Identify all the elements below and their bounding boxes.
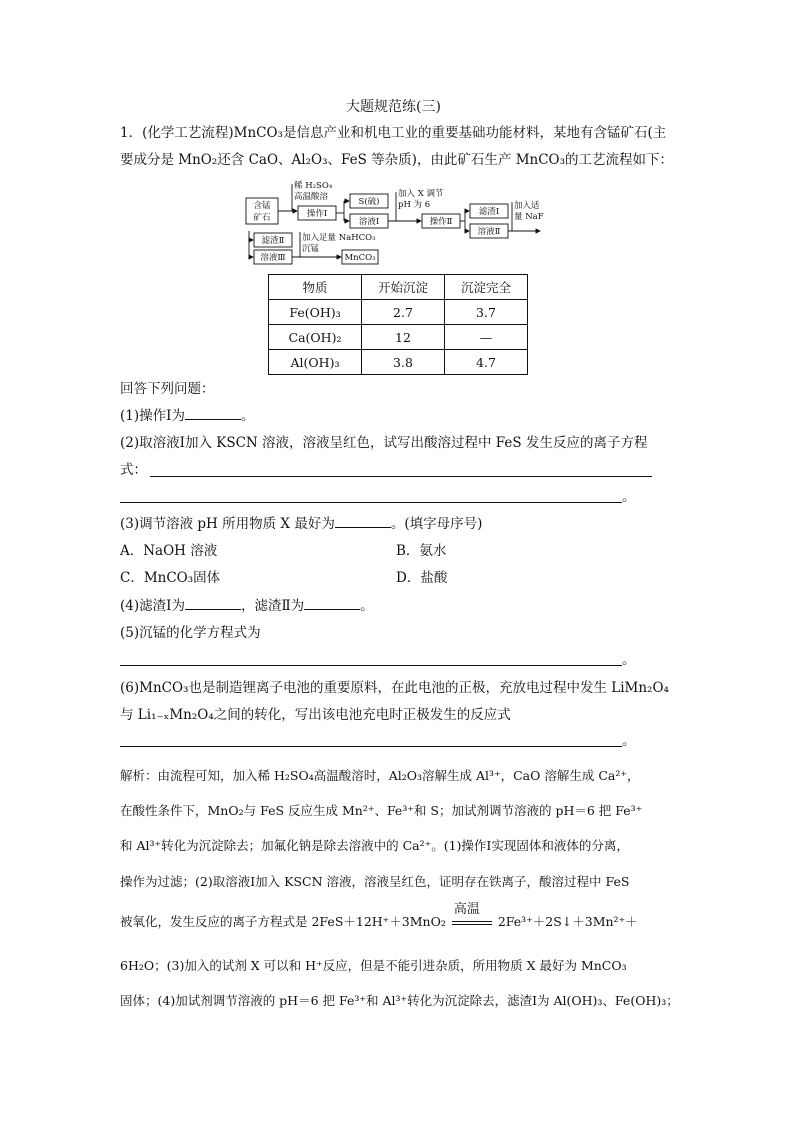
answer-line[interactable] — [120, 746, 622, 747]
answer-line[interactable] — [120, 665, 622, 666]
table-cell: 4.7 — [445, 350, 528, 375]
analysis-line-6: 6H₂O；(3)加入的试剂 X 可以和 H⁺反应，但是不能引进杂质，所用物质 X 最好为 MnCO₃ — [120, 958, 627, 973]
intro-line-2: 要成分是 MnO₂还含 CaO、Al₂O₃、FeS 等杂质)，由此矿石生产 MnCO₃的工艺流程如下： — [120, 152, 674, 168]
precipitation-ph-table — [268, 274, 528, 375]
table-cell: 3.7 — [445, 300, 528, 325]
naf-label: 加入适 — [514, 201, 540, 211]
table-cell: — — [445, 325, 528, 350]
adjust-label: 加入 X 调节 — [398, 189, 444, 199]
ore-label: 含锰 — [253, 201, 271, 211]
residue2-label: 滤渣Ⅱ — [261, 236, 285, 246]
question-5: (5)沉锰的化学方程式为 — [120, 625, 261, 641]
nahco3-label: 加入足量 NaHCO₃ — [302, 233, 376, 243]
question-1: (1)操作Ⅰ为 。 — [120, 408, 255, 424]
reagent1-label: 稀 H₂SO₄ — [294, 181, 333, 191]
end-mark: 。 — [622, 489, 636, 505]
analysis-line-5: 被氧化，发生反应的离子方程式是 2FeS＋12H⁺＋3MnO₂ 高温 2Fe³⁺＋2S↓＋3Mn²⁺＋ — [120, 902, 638, 929]
table-header-row — [269, 275, 528, 300]
question-2-line-1: (2)取溶液Ⅰ加入 KSCN 溶液，溶液呈红色，试写出酸溶过程中 FeS 发生反应的离子方程 — [120, 435, 648, 451]
answer-line[interactable] — [120, 502, 622, 503]
question-4: (4)滤渣Ⅰ为 ，滤渣Ⅱ为 。 — [120, 598, 374, 614]
s-label: S(硫) — [358, 197, 380, 207]
sol1-label: 溶液Ⅰ — [358, 217, 380, 227]
table-cell: 3.8 — [362, 350, 445, 375]
option-a[interactable]: A．NaOH 溶液 — [120, 543, 218, 559]
nahco3-label-2: 沉锰 — [302, 244, 320, 254]
process-flow-diagram — [244, 180, 544, 266]
adjust-label-2: pH 为 6 — [398, 200, 431, 210]
op1-label: 操作Ⅰ — [306, 209, 328, 219]
table-row — [269, 350, 528, 375]
question-6-line-2: 与 Li₁₋ₓMn₂O₄之间的转化，写出该电池充电时正极发生的反应式 — [120, 707, 511, 723]
analysis-line-2: 在酸性条件下，MnO₂与 FeS 反应生成 Mn²⁺、Fe³⁺和 S；加试剂调节溶液的 pH＝6 把 Fe³⁺ — [120, 803, 643, 818]
table-header: 沉淀完全 — [445, 275, 528, 300]
analysis-line-4: 操作为过滤；(2)取溶液Ⅰ加入 KSCN 溶液，溶液呈红色，证明存在铁离子，酸溶过程中 FeS — [120, 874, 630, 889]
intro-line-1: 1．(化学工艺流程)MnCO₃是信息产业和机电工业的重要基础功能材料，某地有含锰矿石(主 — [120, 125, 667, 141]
sol2-label: 溶液Ⅱ — [477, 227, 501, 237]
reagent1-label-2: 高温酸溶 — [294, 192, 329, 202]
question-6-line-1: (6)MnCO₃也是制造锂离子电池的重要原料，在此电池的正极，充放电过程中发生 LiMn₂O₄ — [120, 680, 669, 696]
page-title: 大题规范练(三) — [346, 99, 441, 115]
analysis-line-1: 解析：由流程可知，加入稀 H₂SO₄高温酸溶时，Al₂O₃溶解生成 Al³⁺，CaO 溶解生成 Ca²⁺， — [120, 768, 640, 783]
residue1-label: 滤渣Ⅰ — [478, 207, 500, 217]
table-cell: Al(OH)₃ — [269, 350, 362, 375]
answer-blank[interactable] — [185, 407, 241, 420]
end-mark: 。 — [622, 652, 636, 668]
answer-line[interactable] — [150, 476, 652, 477]
answer-blank[interactable] — [185, 597, 241, 610]
table-row — [269, 300, 528, 325]
question-2-line-2: 式： — [120, 462, 147, 478]
answer-blank[interactable] — [304, 597, 360, 610]
product-label: MnCO₃ — [344, 253, 376, 263]
analysis-line-3: 和 Al³⁺转化为沉淀除去；加氟化钠是除去溶液中的 Ca²⁺。(1)操作Ⅰ实现固体和液体的分离， — [120, 838, 629, 853]
reaction-condition: 高温 — [450, 914, 494, 929]
table-cell: Fe(OH)₃ — [269, 300, 362, 325]
table-header: 物质 — [269, 275, 362, 300]
table-cell: 2.7 — [362, 300, 445, 325]
option-d[interactable]: D．盐酸 — [396, 570, 448, 586]
analysis-line-7: 固体；(4)加试剂调节溶液的 pH＝6 把 Fe³⁺和 Al³⁺转化为沉淀除去，滤渣Ⅰ为 Al(OH)₃、Fe(OH)₃； — [120, 993, 679, 1008]
op2-label: 操作Ⅱ — [429, 217, 453, 227]
answer-blank[interactable] — [335, 515, 391, 528]
naf-label-2: 量 NaF — [514, 212, 544, 222]
sol3-label: 溶液Ⅲ — [260, 253, 286, 263]
option-c[interactable]: C．MnCO₃固体 — [120, 570, 221, 586]
answer-prompt: 回答下列问题： — [120, 381, 215, 397]
table-header: 开始沉淀 — [362, 275, 445, 300]
question-3: (3)调节溶液 pH 所用物质 X 最好为 。(填字母序号) — [120, 516, 483, 532]
end-mark: 。 — [622, 733, 636, 749]
table-row — [269, 325, 528, 350]
ore-label-2: 矿石 — [253, 213, 271, 223]
table-cell: Ca(OH)₂ — [269, 325, 362, 350]
option-b[interactable]: B．氨水 — [396, 543, 447, 559]
table-cell: 12 — [362, 325, 445, 350]
